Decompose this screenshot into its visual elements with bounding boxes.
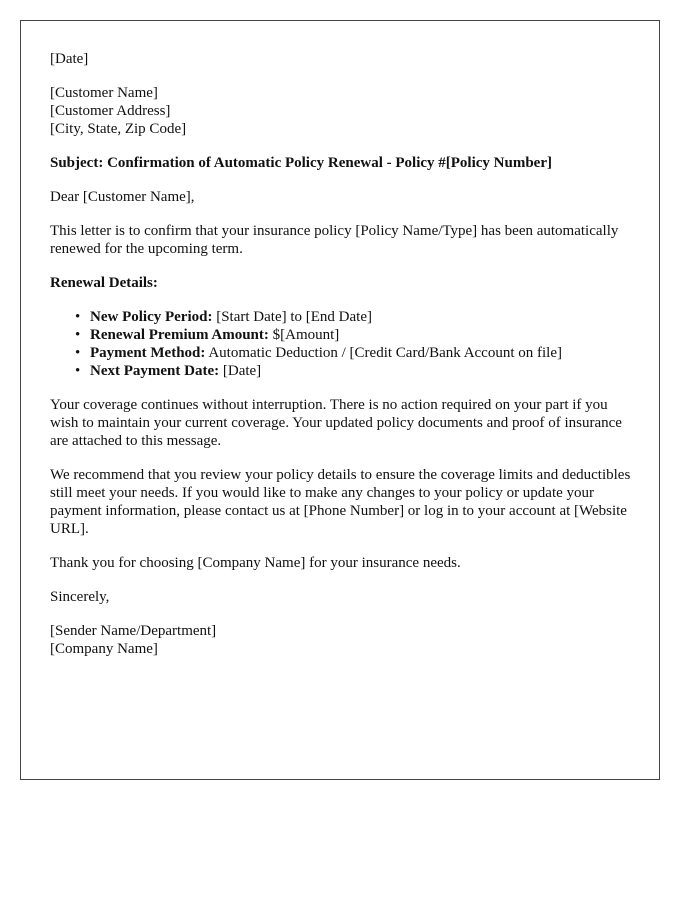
recipient-city-state-zip: [City, State, Zip Code]	[50, 121, 187, 137]
list-item	[75, 344, 631, 362]
letter-greeting: Dear [Customer Name],	[50, 189, 195, 205]
bullet-icon: •	[75, 327, 81, 343]
recipient-name: [Customer Name]	[50, 85, 158, 101]
signature-block	[50, 622, 631, 658]
detail-label: Renewal Premium Amount:	[90, 327, 269, 343]
letter-date: [Date]	[50, 51, 89, 67]
paragraph-thanks: Thank you for choosing [Company Name] for your insurance needs.	[50, 555, 461, 571]
list-item	[75, 326, 631, 344]
list-item	[75, 308, 631, 326]
letter-intro: This letter is to confirm that your insurance policy [Policy Name/Type] has been automatically renewed for the upcoming term.	[50, 223, 619, 257]
detail-value: Automatic Deduction / [Credit Card/Bank Account on file]	[205, 345, 562, 361]
detail-value: [Date]	[219, 363, 262, 379]
bullet-icon: •	[75, 309, 81, 325]
bullet-icon: •	[75, 345, 81, 361]
renewal-details-heading: Renewal Details:	[50, 275, 158, 291]
letter-subject: Subject: Confirmation of Automatic Policy Renewal - Policy #[Policy Number]	[50, 155, 552, 171]
sender-name: [Sender Name/Department]	[50, 623, 217, 639]
paragraph-coverage: Your coverage continues without interruption. There is no action required on your part if you wish to maintain your current coverage. Your updated policy documents and proof of insurance are attached to this message.	[50, 397, 622, 449]
closing: Sincerely,	[50, 589, 110, 605]
paragraph-review: We recommend that you review your policy details to ensure the coverage limits and deductibles still meet your needs. If you would like to make any changes to your policy or update your payment information, please contact us at [Phone Number] or log in to your account at [Website URL].	[50, 467, 631, 537]
recipient-address: [Customer Address]	[50, 103, 171, 119]
company-name: [Company Name]	[50, 641, 158, 657]
detail-value: $[Amount]	[268, 327, 340, 343]
letter-page	[20, 20, 660, 780]
renewal-details-list	[50, 308, 631, 380]
detail-label: Next Payment Date:	[90, 363, 220, 379]
list-item	[75, 362, 631, 380]
recipient-address-block	[50, 84, 631, 138]
bullet-icon: •	[75, 363, 81, 379]
detail-label: Payment Method:	[90, 345, 206, 361]
detail-value: [Start Date] to [End Date]	[212, 309, 372, 325]
detail-label: New Policy Period:	[90, 309, 213, 325]
